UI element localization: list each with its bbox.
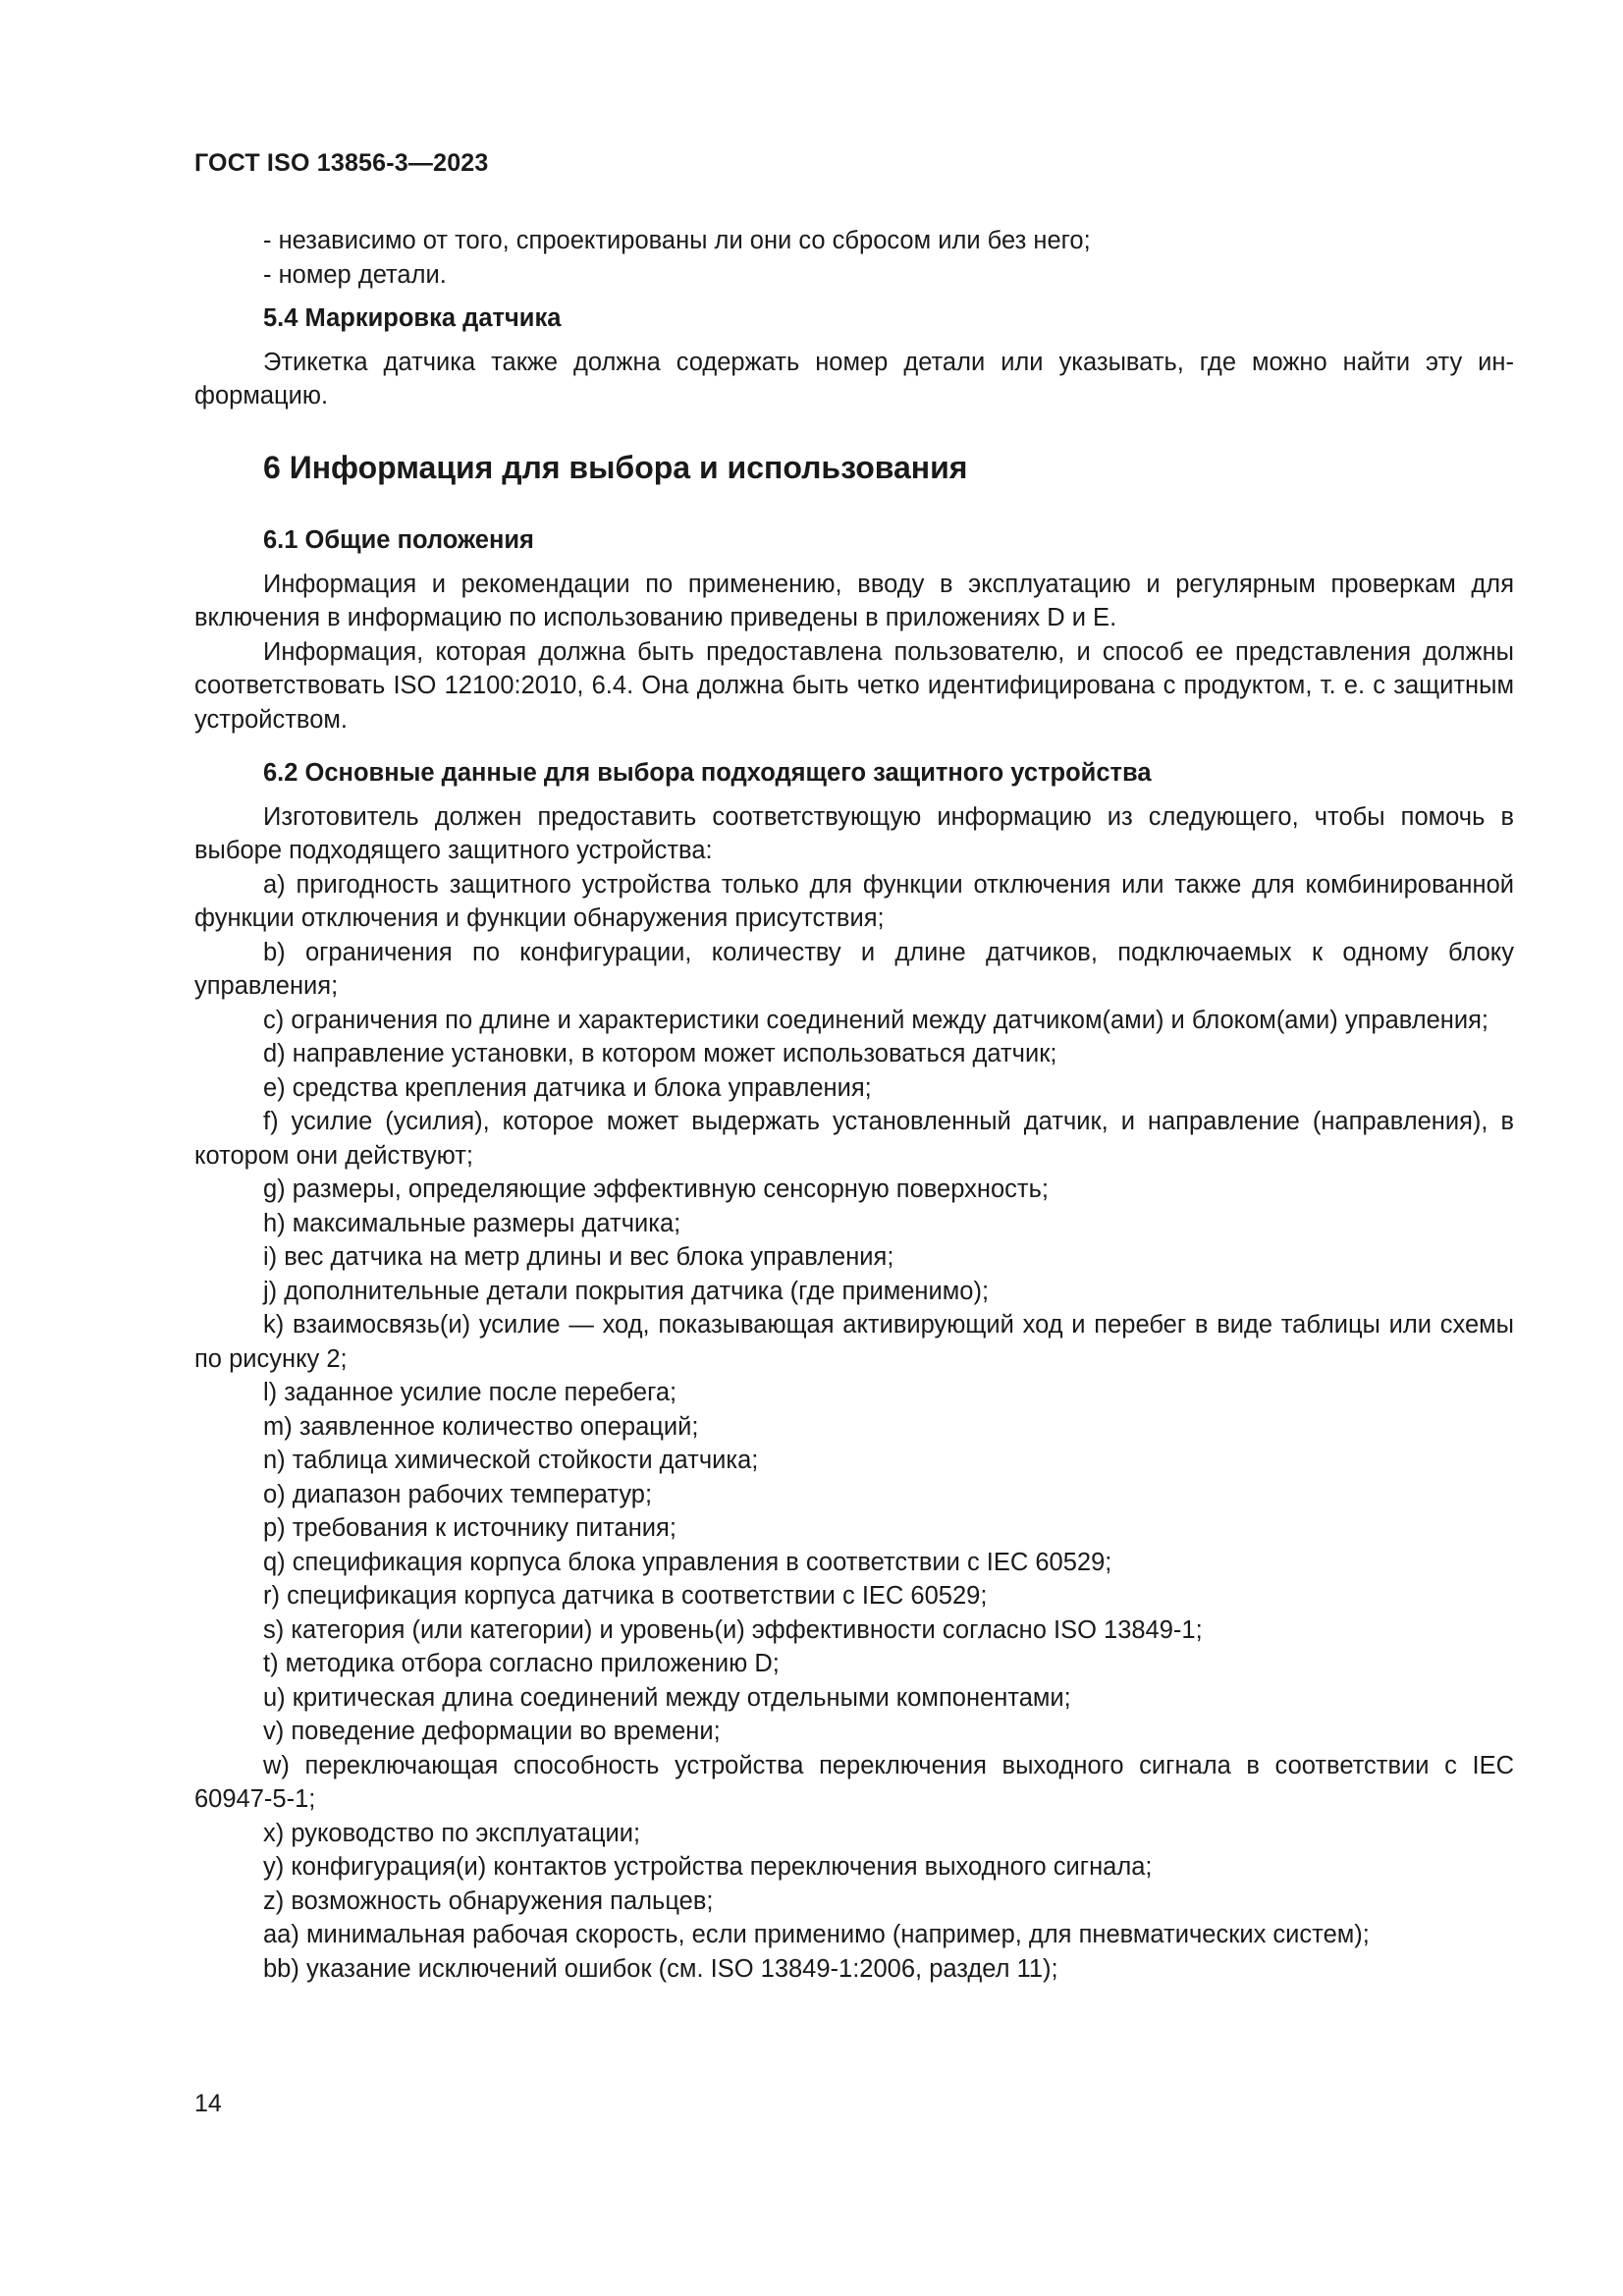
list-item: z) возможность обнаружения пальцев; <box>263 1886 714 1915</box>
list-item: e) средства крепления датчика и блока управления; <box>263 1073 872 1102</box>
intro-list-item: - номер детали. <box>263 260 447 289</box>
list-item: h) максимальные размеры датчика; <box>263 1209 681 1237</box>
list-item: u) критическая длина соединений между отдельными компонентами; <box>263 1683 1071 1712</box>
list-item: r) спецификация корпуса датчика в соответствии с IEC 60529; <box>263 1582 988 1610</box>
section-heading: 6.1 Общие положения <box>263 526 534 554</box>
list-item: d) направление установки, в котором может использоваться датчик; <box>263 1040 1057 1067</box>
list-item: b) ограничения по конфигурации, количеству и длине датчиков, подключаемых к одному блоку управления; <box>194 938 1514 1000</box>
list-item: s) категория (или категории) и уровень(и) эффективности согласно ISO 13849-1; <box>263 1615 1203 1644</box>
list-item: x) руководство по эксплуатации; <box>263 1819 641 1847</box>
paragraph: Информация и рекомендации по применению, вводу в эксплуатацию и регулярным проверкам для включения в информацию по использованию приведены в приложениях D и E. <box>194 570 1514 631</box>
selection-list <box>194 868 1514 1987</box>
section-heading: 6.2 Основные данные для выбора подходящего защитного устройства <box>263 759 1152 787</box>
list-item: k) взаимосвязь(и) усилие — ход, показывающая активирующий ход и перебег в виде таблицы или схемы по рисунку 2; <box>194 1311 1514 1373</box>
list-item: aa) минимальная рабочая скорость, если применимо (например, для пневматических систем); <box>263 1921 1370 1948</box>
page-number: 14 <box>194 2090 222 2117</box>
section-heading: 5.4 Маркировка датчика <box>263 304 562 332</box>
paragraph: Изготовитель должен предоставить соответствующую информацию из следующего, чтобы помочь в выборе подходящего защитного устройства: <box>194 802 1514 864</box>
paragraph: Этикетка датчика также должна содержать номер детали или указывать, где можно найти эту информацию. <box>194 348 1514 410</box>
document-page <box>194 0 1514 2296</box>
chapter-heading: 6 Информация для выбора и использования <box>263 449 968 485</box>
list-item: l) заданное усилие после перебега; <box>263 1379 677 1406</box>
list-item: m) заявленное количество операций; <box>263 1412 699 1441</box>
list-item: w) переключающая способность устройства переключения выходного сигнала в соответствии с IEC 60947-5-1; <box>194 1751 1514 1813</box>
list-item: c) ограничения по длине и характеристики соединений между датчиком(ами) и блоком(ами) управления; <box>263 1006 1489 1034</box>
list-item: i) вес датчика на метр длины и вес блока управления; <box>263 1243 894 1271</box>
list-item: a) пригодность защитного устройства только для функции отключения или также для комбинированной функции отключения и функции обнаружения присутствия; <box>194 870 1514 932</box>
list-item: j) дополнительные детали покрытия датчика (где применимо); <box>263 1277 990 1305</box>
list-item: n) таблица химической стойкости датчика; <box>263 1447 759 1474</box>
intro-list-item: - независимо от того, спроектированы ли они со сбросом или без него; <box>263 227 1091 254</box>
list-item: v) поведение деформации во времени; <box>263 1718 721 1745</box>
document-body <box>194 224 1514 1986</box>
list-item: o) диапазон рабочих температур; <box>263 1480 653 1508</box>
list-item: g) размеры, определяющие эффективную сенсорную поверхность; <box>263 1175 1049 1203</box>
list-item: q) спецификация корпуса блока управления в соответствии с IEC 60529; <box>263 1548 1112 1576</box>
paragraph: Информация, которая должна быть предоставлена пользователю, и способ ее представления должны соответствовать ISO 12100:2010, 6.4. Она должна быть четко идентифицирована с продуктом, т. е. с защитным устройством. <box>194 637 1514 734</box>
list-item: f) усилие (усилия), которое может выдержать установленный датчик, и направление (направления), в котором они действуют; <box>194 1108 1514 1170</box>
list-item: t) методика отбора согласно приложению D; <box>263 1650 780 1677</box>
list-item: bb) указание исключений ошибок (см. ISO 13849-1:2006, раздел 11); <box>263 1954 1058 1983</box>
list-item: y) конфигурация(и) контактов устройства переключения выходного сигнала; <box>263 1853 1153 1881</box>
document-header: ГОСТ ISO 13856-3—2023 <box>194 149 489 177</box>
list-item: p) требования к источнику питания; <box>263 1514 676 1542</box>
